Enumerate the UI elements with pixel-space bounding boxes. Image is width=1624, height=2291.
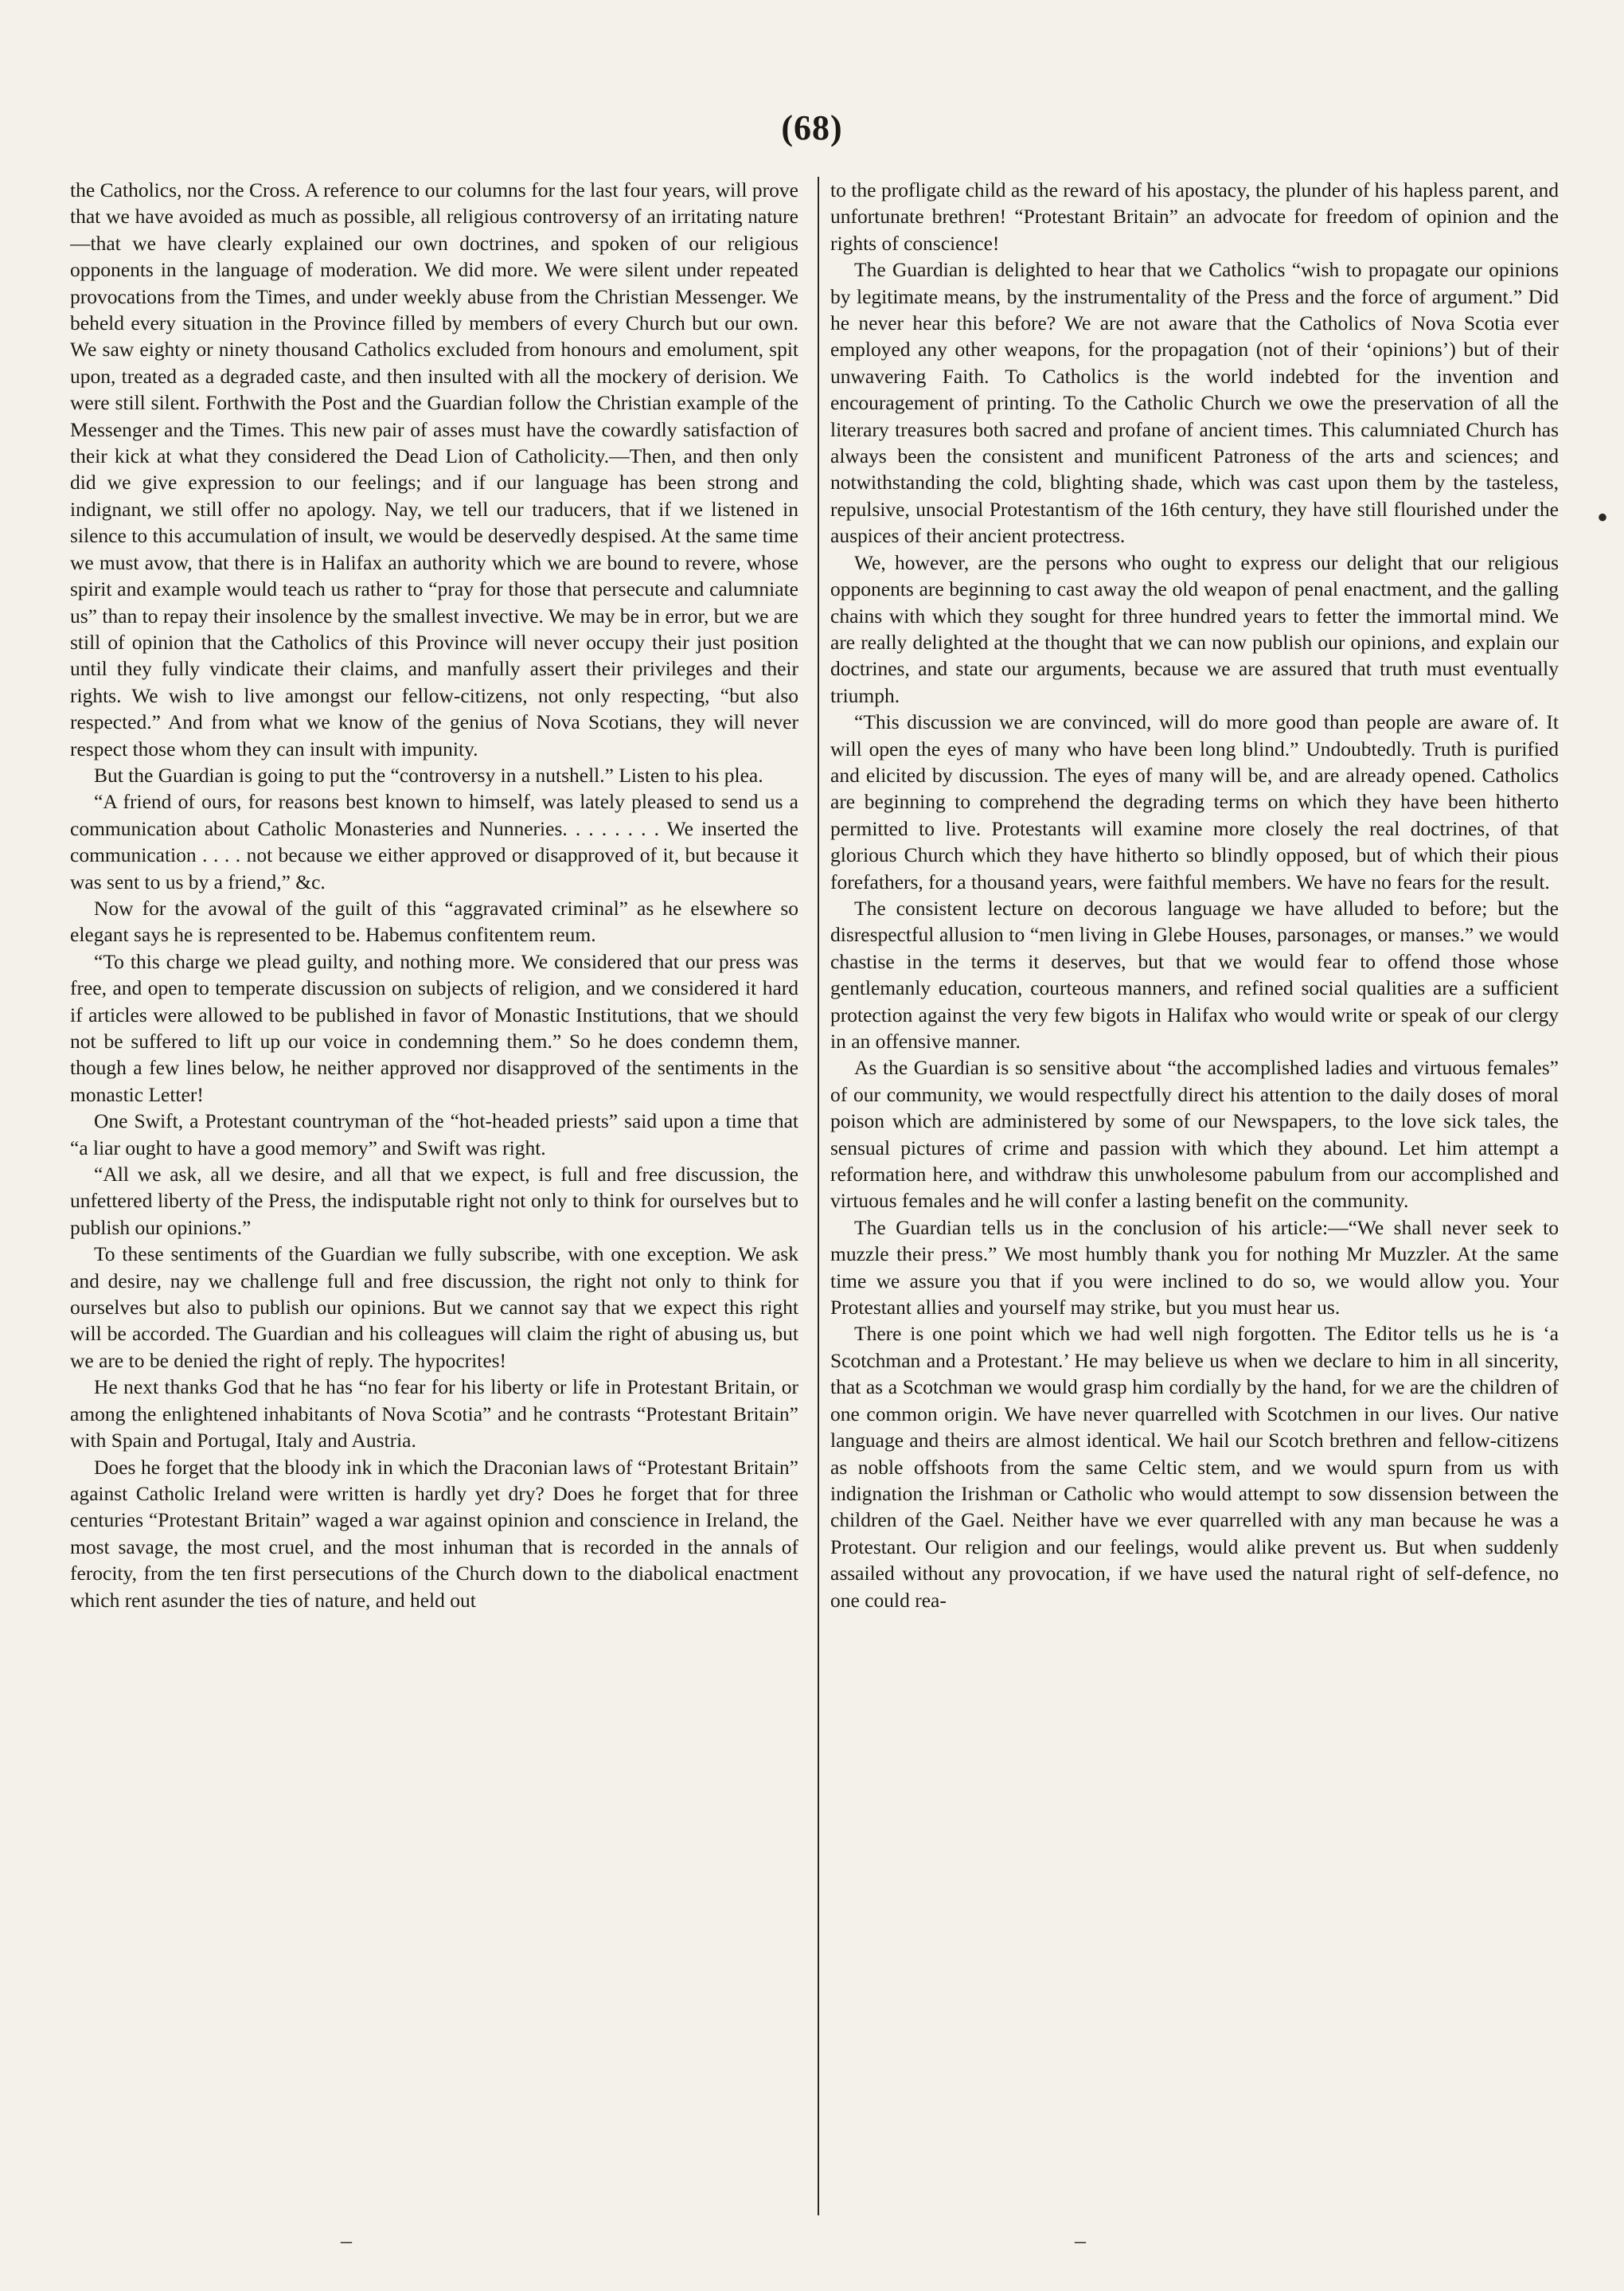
column-divider bbox=[818, 177, 819, 2215]
paragraph: We, however, are the persons who ought to express our delight that our religious opponents are beginning to cast away the old weapon of penal enactment, and the galling chains with which they sought for three hundred years to fetter the immortal mind. We are really delighted at the thought that we can now publish our opinions, and explain our doctrines, and state our arguments, because we are assured that truth must eventually triumph. bbox=[830, 550, 1559, 707]
ink-speck: – bbox=[341, 2229, 352, 2254]
left-column bbox=[70, 177, 798, 2215]
paragraph: Does he forget that the bloody ink in which the Draconian laws of “Protestant Britain” against Catholic Ireland were written is hardly yet dry? Does he forget that for three centuries “Protestant Britain” waged a war against opinion and conscience in Ireland, the most savage, the most cruel, and the most inhuman that is recorded in the annals of ferocity, from the ten first persecutions of the Church down to the diabolical enactment which rent asunder the ties of nature, and held out bbox=[70, 1455, 798, 1612]
ink-speck: – bbox=[1075, 2229, 1086, 2254]
right-column bbox=[830, 177, 1559, 2215]
paragraph: But the Guardian is going to put the “controversy in a nutshell.” Listen to his plea. bbox=[94, 763, 763, 787]
paragraph: the Catholics, nor the Cross. A reference to our columns for the last four years, will prove that we have avoided as much as possible, all religious controversy of an irritating nature—that we have clearly explained our own doctrines, and spoken of our religious opponents in the language of moderation. We did more. We were silent under repeated provocations from the Times, and under weekly abuse from the Christian Messenger. We beheld every situation in the Province filled by members of every Church but our own. We saw eighty or ninety thousand Catholics excluded from honours and emolument, spit upon, treated as a degraded caste, and then insulted with all the mockery of derision. We were still silent. Forthwith the Post and the Guardian follow the Christian example of the Messenger and the Times. This new pair of asses must have the cowardly satisfaction of their kick at what they considered the Dead Lion of Catholicity.—Then, and then only did we give expression to our feelings; and if our language has been strong and indignant, we still offer no apology. Nay, we tell our traducers, that if we listened in silence to this accumulation of insult, we would be deservedly despised. At the same time we must avow, that there is in Halifax an authority which we are bound to revere, whose spirit and example would teach us rather to “pray for those that persecute and calumniate us” than to repay their insolence by the smallest invective. We may be in error, but we are still of opinion that the Catholics of this Province will never occupy their just position until they fully vindicate their claims, and manfully assert their privileges and their rights. We wish to live amongst our fellow-citizens, not only respecting, “but also respected.” And from what we know of the genius of Nova Scotians, they will never respect those whom they can insult with impunity. bbox=[70, 178, 798, 760]
paragraph: As the Guardian is so sensitive about “the accomplished ladies and virtuous females” of our community, we would respectfully direct his attention to the daily doses of moral poison which are administered by some of our Newspapers, to the love sick tales, the sensual pictures of crime and passion with which they abound. Let him attempt a reformation here, and withdraw this unwholesome pabulum from our accomplished and virtuous females and he will confer a lasting benefit on the community. bbox=[830, 1056, 1559, 1213]
paragraph: Now for the avowal of the guilt of this “aggravated criminal” as he elsewhere so elegant says he is represented to be. Habemus confitentem reum. bbox=[70, 896, 798, 947]
paragraph: The Guardian is delighted to hear that we Catholics “wish to propagate our opinions by legitimate means, by the instrumentality of the Press and the force of argument.” Did he never hear this before? We are not aware that the Catholics of Nova Scotia ever employed any other weapons, for the propagation (not of their ‘opinions’) but of their unwavering Faith. To Catholics is the world indebted for the invention and encouragement of printing. To the Catholic Church we owe the preservation of all the literary treasures both sacred and profane of ancient times. This calumniated Church has always been the consistent and munificent Patroness of the arts and sciences; and notwithstanding the cold, blighting shade, which was cast upon them by the tasteless, repulsive, unsocial Protestantism of the 16th century, they have still flourished under the auspices of their ancient protectress. bbox=[830, 258, 1559, 548]
paragraph: “A friend of ours, for reasons best known to himself, was lately pleased to send us a communication about Catholic Monasteries and Nunneries. . . . . . . . We inserted the communication . . . . not because we either approved or disapproved of it, but because it was sent to us by a friend,” &c. bbox=[70, 790, 798, 893]
ink-speck: • bbox=[1597, 499, 1609, 535]
paragraph: He next thanks God that he has “no fear for his liberty or life in Protestant Britain, or among the enlightened inhabitants of Nova Scotia” and he contrasts “Protestant Britain” with Spain and Portugal, Italy and Austria. bbox=[70, 1375, 798, 1452]
paragraph: One Swift, a Protestant countryman of the “hot-headed priests” said upon a time that “a liar ought to have a good memory” and Swift was right. bbox=[70, 1109, 798, 1159]
paragraph: There is one point which we had well nigh forgotten. The Editor tells us he is ‘a Scotchman and a Protestant.’ He may believe us when we declare to him in all sincerity, that as a Scotchman we would grasp him cordially by the hand, for we are the children of one common origin. We have never quarrelled with Scotchmen in our lives. Our native language and theirs are almost identical. We hail our Scotch brethren and fellow-citizens as noble offshoots from the same Celtic stem, and we would spurn from us with indignation the Irishman or Catholic who would attempt to sow dissension between the children of the Gael. Neither have we ever quarrelled with any man because he was a Protestant. Our religion and our feelings, would alike prevent us. But when suddenly assailed without any provocation, if we have used the natural right of self-defence, no one could rea- bbox=[830, 1322, 1559, 1612]
paragraph: to the profligate child as the reward of his apostacy, the plunder of his hapless parent, and unfortunate brethren! “Protestant Britain” an advocate for freedom of opinion and the rights of conscience! bbox=[830, 178, 1559, 255]
paragraph: To these sentiments of the Guardian we fully subscribe, with one exception. We ask and desire, nay we challenge full and free discussion, the right not only to think for ourselves but also to publish our opinions. But we cannot say that we expect this right will be accorded. The Guardian and his colleagues will claim the right of abusing us, but we are to be denied the right of reply. The hypocrites! bbox=[70, 1242, 798, 1372]
paragraph: The consistent lecture on decorous language we have alluded to before; but the disrespectful allusion to “men living in Glebe Houses, parsonages, or manses.” we would chastise in the terms it deserves, but that we would fear to offend those whose gentlemanly education, courteous manners, and refined social qualities are a sufficient protection against the very few bigots in Halifax who would write or speak of our clergy in an offensive manner. bbox=[830, 896, 1559, 1053]
page-number: (68) bbox=[781, 108, 843, 147]
paragraph: “All we ask, all we desire, and all that we expect, is full and free discussion, the unfettered liberty of the Press, the indisputable right not only to think for ourselves but to publish our opinions.” bbox=[70, 1163, 798, 1239]
paragraph: “To this charge we plead guilty, and nothing more. We considered that our press was free, and open to temperate discussion on subjects of religion, and we considered it hard if articles were allowed to be published in favor of Monastic Institutions, that we should not be suffered to lift up our voice in condemning them.” So he does condemn them, though a few lines below, he neither approved nor disapproved of the sentiments in the monastic Letter! bbox=[70, 949, 798, 1106]
paragraph: “This discussion we are convinced, will do more good than people are aware of. It will open the eyes of many who have been long blind.” Undoubtedly. Truth is purified and elicited by discussion. The eyes of many will be, and are already opened. Catholics are beginning to comprehend the degrading terms on which they have been hitherto permitted to live. Protestants will examine more closely the real doctrines, of that glorious Church which they have hitherto so blindly opposed, but of which their pious forefathers, for a thousand years, were faithful members. We have no fears for the result. bbox=[830, 710, 1559, 893]
paragraph: The Guardian tells us in the conclusion of his article:—“We shall never seek to muzzle their press.” We most humbly thank you for nothing Mr Muzzler. At the same time we assure you that if you were inclined to do so, we would allow you. Your Protestant allies and yourself may strike, but you must hear us. bbox=[830, 1215, 1559, 1319]
